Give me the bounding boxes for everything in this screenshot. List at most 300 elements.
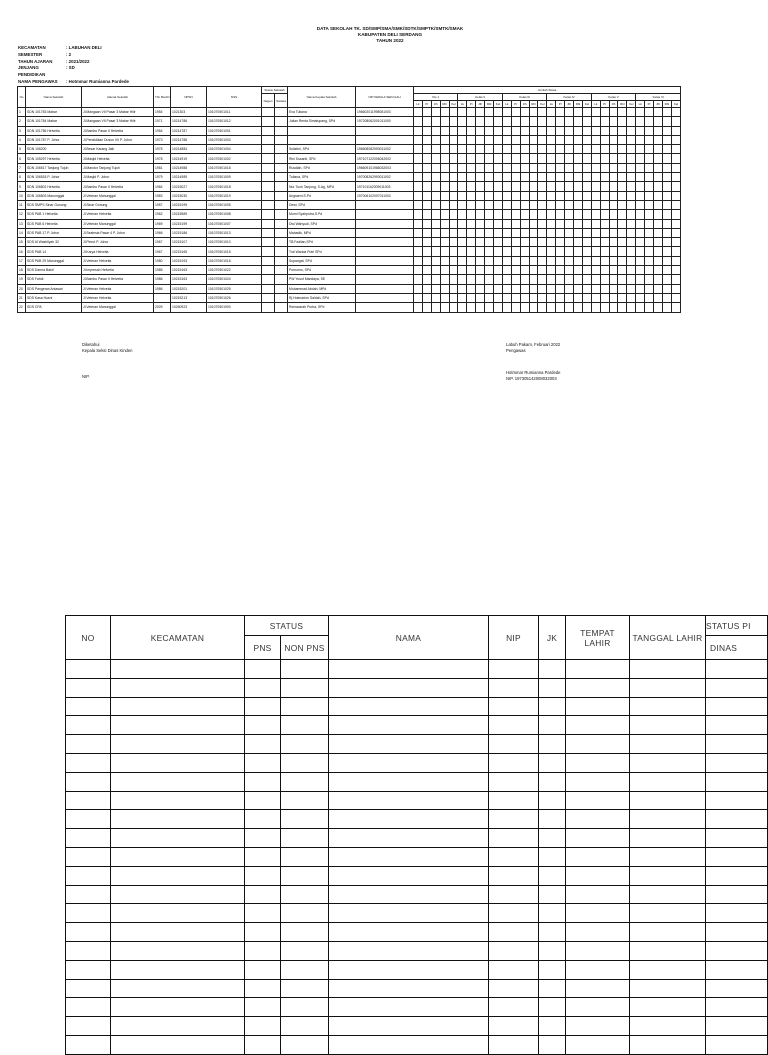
empty-cell [281,941,329,960]
cell-npsn: 10214919 [171,154,207,163]
cell-npsn: 10215165 [171,247,207,256]
cell-alamat: Jl.Veteran Manunggal [82,219,154,228]
cell-nama-sekolah: SDN 105297 Helvetia [26,154,82,163]
cell-no: 10 [18,191,26,200]
empty-cell [281,829,329,848]
empty-cell [539,753,566,772]
cell-npsn: 10260923 [171,303,207,312]
header-status-pi: STATUS PI [706,616,768,636]
empty-cell [66,716,111,735]
cell-nama-sekolah: SDS PAB 1 Helvetia [26,210,82,219]
empty-cell [245,998,281,1017]
header-status-sekolah: Status Sekolah [262,87,288,94]
sig-right-nip: NIP. 197305142008032003 [506,376,557,381]
empty-cell [489,904,539,923]
cell-kepala: Nur Tuuh Tanjung, S.Ag, MPd [288,182,356,191]
table-row [66,979,768,998]
empty-cell [566,998,630,1017]
empty-cell [245,697,281,716]
empty-cell [66,979,111,998]
cell-kepala: Supangat, SPd [288,256,356,265]
empty-cell [281,697,329,716]
empty-cell [706,1035,768,1054]
cell-thn: 1957 [154,200,171,209]
empty-cell [706,941,768,960]
empty-cell [539,660,566,679]
empty-cell [489,941,539,960]
cell-thn: 1981 [154,163,171,172]
empty-cell [329,979,489,998]
cell-npsn: 10214884 [171,145,207,154]
header-swasta: Swasta [275,94,288,108]
table-row [66,753,768,772]
cell-alamat: Jl.Masjid Helvetia [82,154,154,163]
empty-cell [539,810,566,829]
cell-npsn: 10214786 [171,117,207,126]
empty-cell [245,716,281,735]
cell-npsn: 10214787 [171,126,207,135]
cell-no: 2 [18,117,26,126]
header-tempat-lahir: TEMPAT LAHIR [566,616,630,660]
empty-cell [630,960,706,979]
table-row [66,697,768,716]
empty-cell [66,772,111,791]
cell-nss: 101070501024 [207,275,262,284]
header-sub: Pr [422,101,431,108]
header-sub: Pr [556,101,565,108]
empty-cell [66,904,111,923]
empty-cell [566,772,630,791]
empty-cell [329,660,489,679]
cell-nss: 101070501008 [207,210,262,219]
cell-nip: 196608082993011002 [356,145,414,154]
empty-cell [539,697,566,716]
header-kecamatan: KECAMATAN [111,616,245,660]
table-row [66,960,768,979]
empty-cell [566,791,630,810]
empty-cell [489,1035,539,1054]
empty-cell [281,791,329,810]
empty-cell [281,772,329,791]
table-row [66,735,768,754]
cell-npsn: 1021303 [171,108,207,117]
empty-cell [630,735,706,754]
header-sub: Lk [458,101,467,108]
cell-thn: 1969 [154,219,171,228]
table-row [66,885,768,904]
cell-nip: 196602011998081003 [356,108,414,117]
cell-npsn: 10214788 [171,135,207,144]
empty-cell [281,678,329,697]
cell-npsn: 10215107 [171,238,207,247]
empty-cell [706,998,768,1017]
header-nip-kepala: NIP KEPALA SEKOLAH [356,87,414,108]
header-alamat: Alamat Sekolah [82,87,154,108]
cell-npsn: 10215163 [171,275,207,284]
empty-cell [245,1035,281,1054]
cell-nama-sekolah: SDN 101784 Mabar [26,117,82,126]
empty-cell [630,866,706,885]
pegawai-table [65,615,768,1055]
cell-nama-sekolah: SDS Pangeran Antasari [26,284,82,293]
header-sub: Lk [547,101,556,108]
empty-cell [245,904,281,923]
empty-cell [630,1035,706,1054]
cell-nama-sekolah: SDS Al Washliyah 32 [26,238,82,247]
cell-no: 22 [18,303,26,312]
empty-cell [281,998,329,1017]
header-sub: Pr [645,101,654,108]
cell-nama-sekolah: SDS Darma Bakti [26,266,82,275]
cell-thn: 1966 [154,228,171,237]
cell-npsn: 10215589 [171,210,207,219]
empty-cell [66,941,111,960]
table-row [66,941,768,960]
empty-cell [111,772,245,791]
cell-nss: 101070501001 [207,126,262,135]
empty-cell [111,753,245,772]
empty-cell [489,716,539,735]
cell-no: 13 [18,219,26,228]
empty-cell [245,923,281,942]
empty-cell [539,847,566,866]
cell-nama-sekolah: SDN 101786 Helvetia [26,126,82,135]
cell-thn: 1979 [154,173,171,182]
empty-cell [630,753,706,772]
empty-cell [281,1017,329,1036]
empty-cell [111,660,245,679]
empty-cell [566,735,630,754]
cell-nama-sekolah: SDS SMPS Sinar Gunung [26,200,82,209]
cell-nama-sekolah: SDS Kasa Husni [26,293,82,302]
empty-cell [630,697,706,716]
cell-thn: 1984 [154,182,171,191]
empty-cell [329,960,489,979]
empty-cell [329,1035,489,1054]
empty-cell [539,998,566,1017]
empty-cell [111,829,245,848]
empty-cell [329,753,489,772]
empty-cell [706,791,768,810]
empty-cell [489,772,539,791]
empty-cell [281,1035,329,1054]
cell-no: 11 [18,200,26,209]
empty-cell [245,753,281,772]
empty-cell [706,866,768,885]
cell-thn: 1980 [154,256,171,265]
header-npsn: NPSN [171,87,207,108]
cell-no: 5 [18,145,26,154]
empty-cell [630,885,706,904]
cell-thn: 1973 [154,135,171,144]
empty-cell [111,904,245,923]
cell-thn: 1967 [154,247,171,256]
empty-cell [489,885,539,904]
cell-kepala: Renswarah Purba, SPd [288,303,356,312]
cell-nss: 101070501002 [207,154,262,163]
cell-nss: 101070501012 [207,117,262,126]
empty-cell [329,829,489,848]
cell-kepala: Murni Syahputra,S.Pd [288,210,356,219]
cell-kepala: Rj.Hotmarton Saldah, SPd [288,293,356,302]
empty-cell [706,923,768,942]
empty-cell [539,885,566,904]
header-sub: Kel [671,101,680,108]
empty-cell [111,1017,245,1036]
empty-cell [245,941,281,960]
empty-cell [66,829,111,848]
header-dinas: DINAS [706,636,768,660]
cell-kepala: Rini Susanti, SPd [288,154,356,163]
header-nss: NSS [207,87,262,108]
cell-nss: 101070501010 [207,238,262,247]
table-row [66,791,768,810]
cell-alamat: Jl.Karya Helvetia [82,247,154,256]
empty-cell [566,829,630,848]
sig-right-name: Hotmmar Rumianna Pardede [506,370,561,375]
sig-right-place-date: Labuh Pakam, Februari 2022 [506,342,561,347]
empty-cell [706,829,768,848]
empty-cell [489,678,539,697]
header-sub: Rbl [662,101,671,108]
header-sub: Kel [538,101,547,108]
cell-npsn: 10215213 [171,293,207,302]
cell-nip: 197008262993011002 [356,173,414,182]
cell-alamat: Jl.Besar Karang Jaik [82,145,154,154]
cell-kepala: PW Yusuf Mandaya, SE [288,275,356,284]
cell-no: 4 [18,135,26,144]
header-pns: PNS [245,636,281,660]
cell-kepala: Angraeni.S.Pd [288,191,356,200]
header-jk: JK [539,616,566,660]
sig-left-line1: Diketahui [82,342,100,347]
cell-nss: 101070501018 [207,163,262,172]
cell-nip: 196609101986032003 [356,163,414,172]
empty-cell [281,847,329,866]
cell-nama-sekolah: SDS PAB 29 Manunggal [26,256,82,265]
cell-kepala: Purnomo, SPd [288,266,356,275]
table-row [66,829,768,848]
empty-cell [489,847,539,866]
cell-nip: 197006102007011003 [356,191,414,200]
header-sub: Pr [467,101,476,108]
empty-cell [66,1017,111,1036]
empty-cell [706,753,768,772]
empty-cell [566,1035,630,1054]
empty-cell [111,941,245,960]
empty-cell [489,960,539,979]
empty-cell [706,960,768,979]
header-sub: Lk [502,101,511,108]
empty-cell [706,735,768,754]
header-non-pns: NON PNS [281,636,329,660]
cell-nss: 101070501900 [207,303,262,312]
cell-thn: 1975 [154,145,171,154]
cell-kepala: Mahadik, MPd [288,228,356,237]
table-row [66,923,768,942]
empty-cell [281,735,329,754]
empty-cell [111,998,245,1017]
empty-cell [539,716,566,735]
empty-cell [281,716,329,735]
empty-cell [539,735,566,754]
cell-thn: 1985 [154,266,171,275]
header-kelas: Kelas V [591,94,635,101]
empty-cell [281,885,329,904]
cell-no: 18 [18,266,26,275]
empty-cell [566,810,630,829]
table-row [66,904,768,923]
empty-cell [630,716,706,735]
cell-kepala: Dewi, SPd [288,200,356,209]
meta-key: SEMESTER [18,51,43,57]
empty-cell [245,960,281,979]
sig-right-role: Pengawas [506,348,526,353]
header-nip: NIP [489,616,539,660]
cell-kepala: Tub Wanda Putri SPd [288,247,356,256]
empty-cell [111,735,245,754]
empty-cell [566,678,630,697]
empty-cell [630,979,706,998]
cell-alamat: Jl.Veteran Helvetia [82,256,154,265]
cell-no: 17 [18,256,26,265]
meta-value: : 2021/2022 [66,58,90,64]
empty-cell [539,923,566,942]
header-sub: Rbl [529,101,538,108]
header-nama: NAMA [329,616,489,660]
cell-nss: 101070501005 [207,200,262,209]
header-line-3: TAHUN 2022 [376,38,404,43]
header-status: STATUS [245,616,329,636]
empty-cell [539,960,566,979]
empty-cell [489,697,539,716]
cell-nss: 101070501026 [207,293,262,302]
empty-cell [66,866,111,885]
empty-cell [66,998,111,1017]
empty-cell [630,904,706,923]
cell-npsn: 10215199 [171,219,207,228]
empty-cell [489,998,539,1017]
empty-cell [489,923,539,942]
empty-cell [245,810,281,829]
empty-cell [66,1035,111,1054]
cell-nama-sekolah: SDN 106803 Manunggal [26,191,82,200]
empty-cell [706,660,768,679]
cell-no: 20 [18,284,26,293]
meta-value: : 2 [66,51,72,57]
empty-cell [706,1017,768,1036]
meta-key: KECAMATAN [18,45,46,50]
cell-no: 21 [18,293,26,302]
empty-cell [539,1017,566,1036]
empty-cell [281,979,329,998]
empty-cell [329,1017,489,1036]
header-kelas: Kelas III [502,94,546,101]
empty-cell [281,866,329,885]
table-row [66,866,768,885]
cell-npsn: 10214989 [171,173,207,182]
empty-cell [489,660,539,679]
empty-cell [111,678,245,697]
empty-cell [245,791,281,810]
header-sub: Jlh [609,101,618,108]
cell-nip: 197208062001011000 [356,117,414,126]
header-line-2: KABUPATEN DELI SERDANG [357,32,423,37]
cell-nama-sekolah: SDN 106200 [26,145,82,154]
table-row [66,1017,768,1036]
cell-nama-sekolah: SDS CPA [26,303,82,312]
table-row [66,660,768,679]
empty-cell [539,941,566,960]
header-sub: Jlh [565,101,574,108]
cell-nss: 101070501025 [207,284,262,293]
meta-value: : LABUHAN DELI [66,45,102,50]
empty-cell [111,697,245,716]
header-thn-berdiri: Thn Berdiri [154,87,171,108]
cell-kepala: Dwi Wahyudi, SPd [288,219,356,228]
empty-cell [66,885,111,904]
empty-cell [566,866,630,885]
empty-cell [630,1017,706,1036]
header-sub: Pr [511,101,520,108]
cell-nss: 101070501018 [207,182,262,191]
empty-cell [66,810,111,829]
cell-alamat: Jl.Pendidikan Dusun VII P. Johor [82,135,154,144]
empty-cell [566,923,630,942]
cell-nss: 101070501004 [207,145,262,154]
cell-npsn: 10215186 [171,228,207,237]
table-row [66,772,768,791]
empty-cell [66,697,111,716]
header-no: No [18,87,26,108]
cell-no: 7 [18,163,26,172]
cell-alamat: Jl.Sinar Gunung [82,200,154,209]
empty-cell [630,791,706,810]
cell-nss: 101070501003 [207,135,262,144]
cell-nss: 101070501016 [207,256,262,265]
cell-no: 16 [18,247,26,256]
header-sub: Lk [636,101,645,108]
empty-cell [489,753,539,772]
cell-nama-sekolah: SDS PAB 14 [26,247,82,256]
empty-cell [706,904,768,923]
cell-thn: 1986 [154,284,171,293]
table-row [66,847,768,866]
empty-cell [566,941,630,960]
empty-cell [329,810,489,829]
header-sub: Kel [627,101,636,108]
empty-cell [281,923,329,942]
empty-cell [630,660,706,679]
empty-cell [566,885,630,904]
empty-cell [630,941,706,960]
empty-cell [66,923,111,942]
empty-cell [111,979,245,998]
empty-cell [329,772,489,791]
empty-cell [111,866,245,885]
header-sub: Pr [600,101,609,108]
header-sub: Rbl [618,101,627,108]
empty-cell [329,923,489,942]
cell-alamat: Jl.Bambu Pasar II Helvetia [82,126,154,135]
cell-kepala: TB.Fadilan,SPd [288,238,356,247]
cell-no: 3 [18,126,26,135]
cell-kepala: Muhammad Abdah, MPd [288,284,356,293]
empty-cell [245,735,281,754]
cell-nama-sekolah: SDN 101787 P. Johor [26,135,82,144]
empty-cell [539,829,566,848]
empty-cell [245,1017,281,1036]
